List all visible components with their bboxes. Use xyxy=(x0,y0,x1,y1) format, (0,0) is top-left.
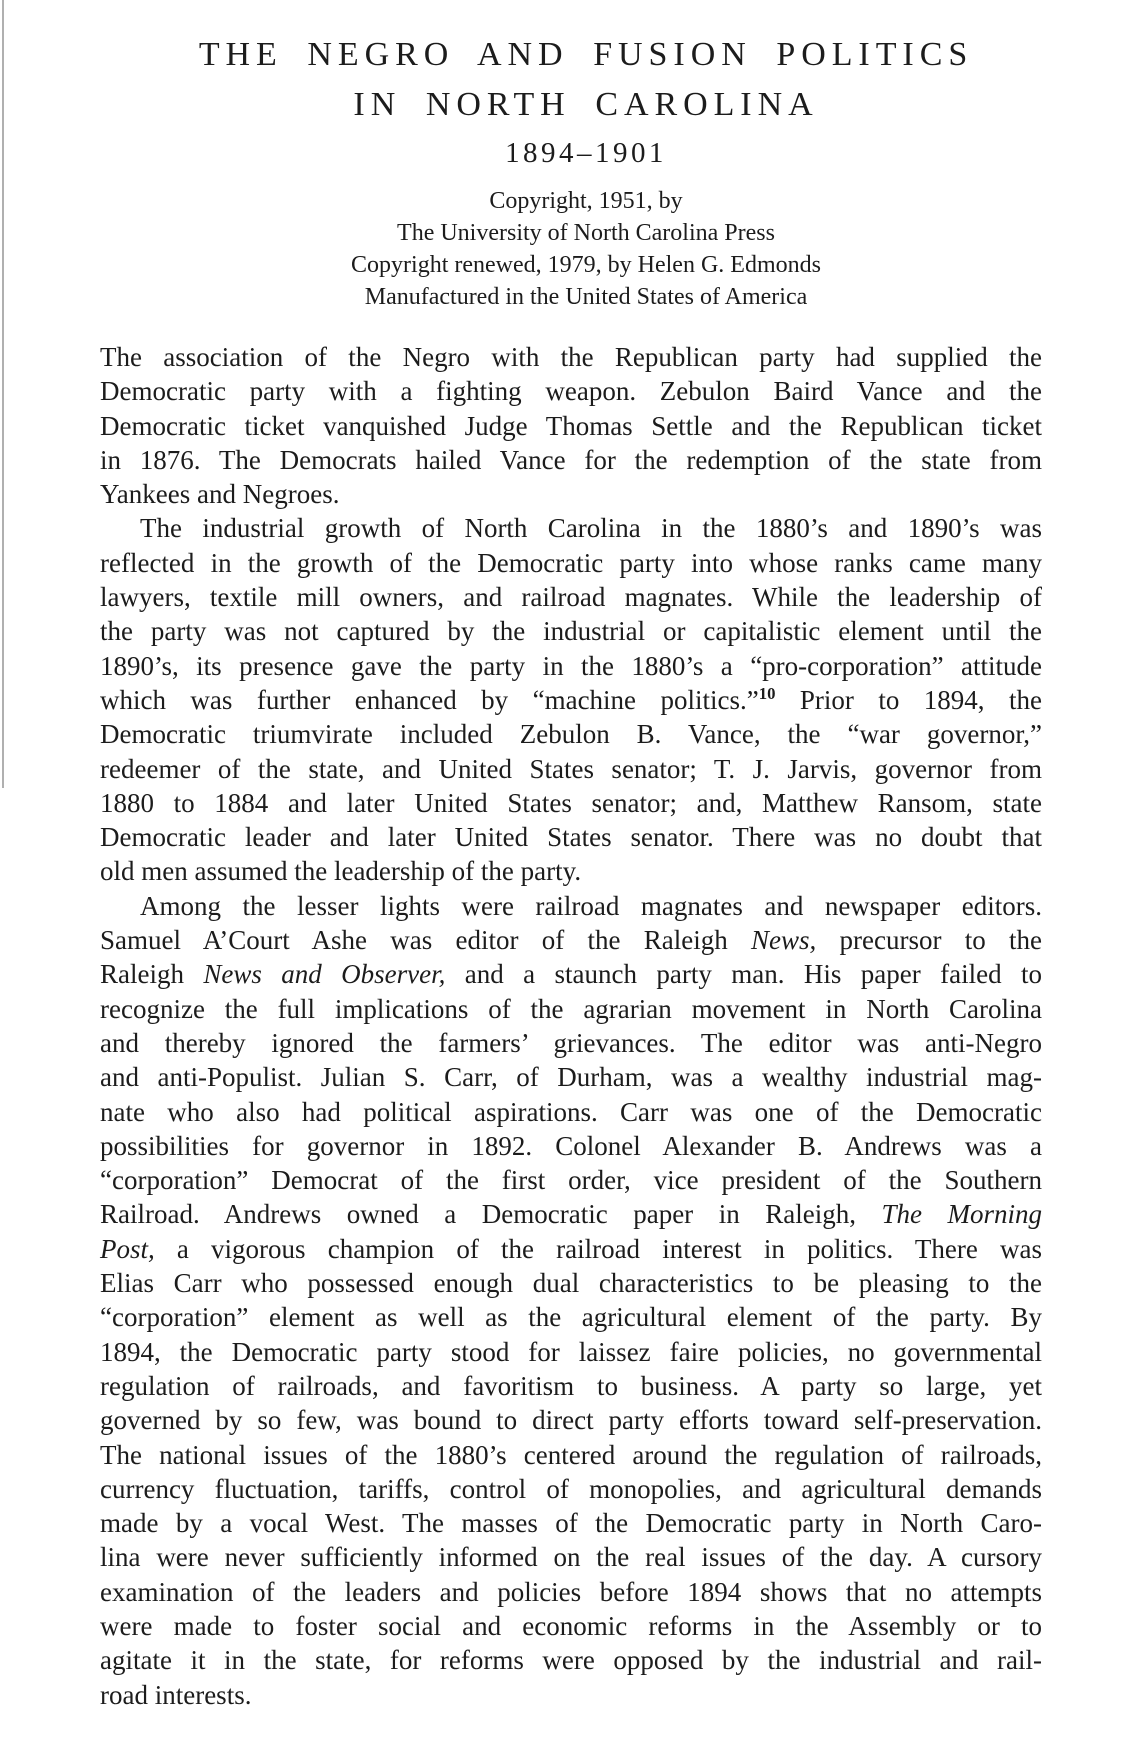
text-line: “corporation” element as well as the agricultural element of the party. By xyxy=(100,1302,1042,1333)
text-line: governed by so few, was bound to direct party efforts toward self-preservation. xyxy=(100,1405,1042,1436)
text-line: Democratic party with a fighting weapon. Zebulon Baird Vance and the xyxy=(100,376,1042,407)
text-line: nate who also had political aspirations. Carr was one of the Democratic xyxy=(100,1096,1042,1127)
text-line: reflected in the growth of the Democratic party into whose ranks came many xyxy=(100,547,1042,578)
text-line: lina were never sufficiently informed on the real issues of the day. A cursory xyxy=(100,1542,1042,1573)
text-line: possibilities for governor in 1892. Colonel Alexander B. Andrews was a xyxy=(100,1130,1042,1161)
text-line: currency fluctuation, tariffs, control of monopolies, and agricultural demands xyxy=(100,1473,1042,1504)
imprint-block xyxy=(100,185,1042,313)
text-line: Railroad. Andrews owned a Democratic paper in Raleigh, The Morning xyxy=(100,1199,1043,1230)
text-line: Raleigh News and Observer, and a staunch party man. His paper failed to xyxy=(100,959,1042,990)
imprint-manufacture-line: Manufactured in the United States of America xyxy=(364,284,808,310)
text-line: Post, a vigorous champion of the railroad interest in politics. There was xyxy=(100,1233,1042,1264)
imprint-copyright-line: Copyright, 1951, by xyxy=(489,188,683,214)
italic-text: News, xyxy=(751,925,817,956)
text-line: The association of the Negro with the Republican party had supplied the xyxy=(100,342,1042,372)
text-line: Elias Carr who possessed enough dual characteristics to be pleasing to the xyxy=(100,1268,1042,1299)
book-title-years: 1894–1901 xyxy=(505,137,667,169)
text-line: lawyers, textile mill owners, and railroad magnates. While the leadership of xyxy=(100,582,1042,613)
italic-text: Post, xyxy=(100,1233,155,1264)
text-line: in 1876. The Democrats hailed Vance for the redemption of the state from xyxy=(100,444,1042,475)
text-line: and thereby ignored the farmers’ grievances. The editor was anti-Negro xyxy=(100,1027,1042,1058)
text-line: 1880 to 1884 and later United States senator; and, Matthew Ransom, state xyxy=(100,787,1042,818)
text-line: Among the lesser lights were railroad magnates and newspaper editors. xyxy=(140,890,1042,921)
text-line: regulation of railroads, and favoritism to business. A party so large, yet xyxy=(100,1370,1042,1401)
italic-text: News and Observer, xyxy=(203,959,446,990)
text-line: which was further enhanced by “machine politics.”$^{10}$ Prior to 1894, the xyxy=(100,683,1042,715)
imprint-renewal-line: Copyright renewed, 1979, by Helen G. Edmonds xyxy=(351,252,821,278)
text-line: Yankees and Negroes. xyxy=(100,479,340,510)
text-line: recognize the full implications of the agrarian movement in North Carolina xyxy=(100,993,1042,1024)
text-line: the party was not captured by the industrial or capitalistic element until the xyxy=(100,616,1042,647)
text-line: Democratic ticket vanquished Judge Thomas Settle and the Republican ticket xyxy=(100,410,1042,441)
book-title-line-2: IN NORTH CAROLINA xyxy=(353,86,819,123)
text-line: were made to foster social and economic reforms in the Assembly or to xyxy=(100,1610,1042,1641)
italic-text: The Morning xyxy=(881,1199,1043,1230)
text-line: Samuel A’Court Ashe was editor of the Raleigh News, precursor to the xyxy=(100,925,1043,956)
text-line: Democratic leader and later United States senator. There was no doubt that xyxy=(100,822,1042,853)
text-line: agitate it in the state, for reforms were opposed by the industrial and rail- xyxy=(100,1645,1042,1676)
text-line: road interests. xyxy=(100,1679,252,1710)
text-line: The national issues of the 1880’s centered around the regulation of railroads, xyxy=(100,1439,1042,1470)
text-line: 1894, the Democratic party stood for laissez faire policies, no governmental xyxy=(100,1336,1042,1367)
body-text xyxy=(100,340,1042,1712)
text-line: 1890’s, its presence gave the party in the 1880’s a “pro-corporation” attitude xyxy=(100,650,1042,681)
text-line: examination of the leaders and policies before 1894 shows that no attempts xyxy=(100,1576,1042,1607)
text-line: made by a vocal West. The masses of the Democratic party in North Caro- xyxy=(100,1508,1042,1539)
text-line: redeemer of the state, and United States senator; T. J. Jarvis, governor from xyxy=(100,753,1042,784)
text-line: old men assumed the leadership of the party. xyxy=(100,856,582,887)
text-line: “corporation” Democrat of the first order, vice president of the Southern xyxy=(100,1165,1042,1196)
text-line: and anti-Populist. Julian S. Carr, of Durham, was a wealthy industrial mag- xyxy=(100,1062,1042,1093)
imprint-publisher-line: The University of North Carolina Press xyxy=(397,220,775,246)
text-line: Democratic triumvirate included Zebulon B. Vance, the “war governor,” xyxy=(100,719,1042,750)
text-line: The industrial growth of North Carolina in the 1880’s and 1890’s was xyxy=(140,513,1042,544)
scan-artifact-line xyxy=(2,0,4,788)
footnote-marker: 10 xyxy=(758,683,776,703)
title-block xyxy=(100,38,1042,168)
book-title-line-1: THE NEGRO AND FUSION POLITICS xyxy=(198,36,974,73)
